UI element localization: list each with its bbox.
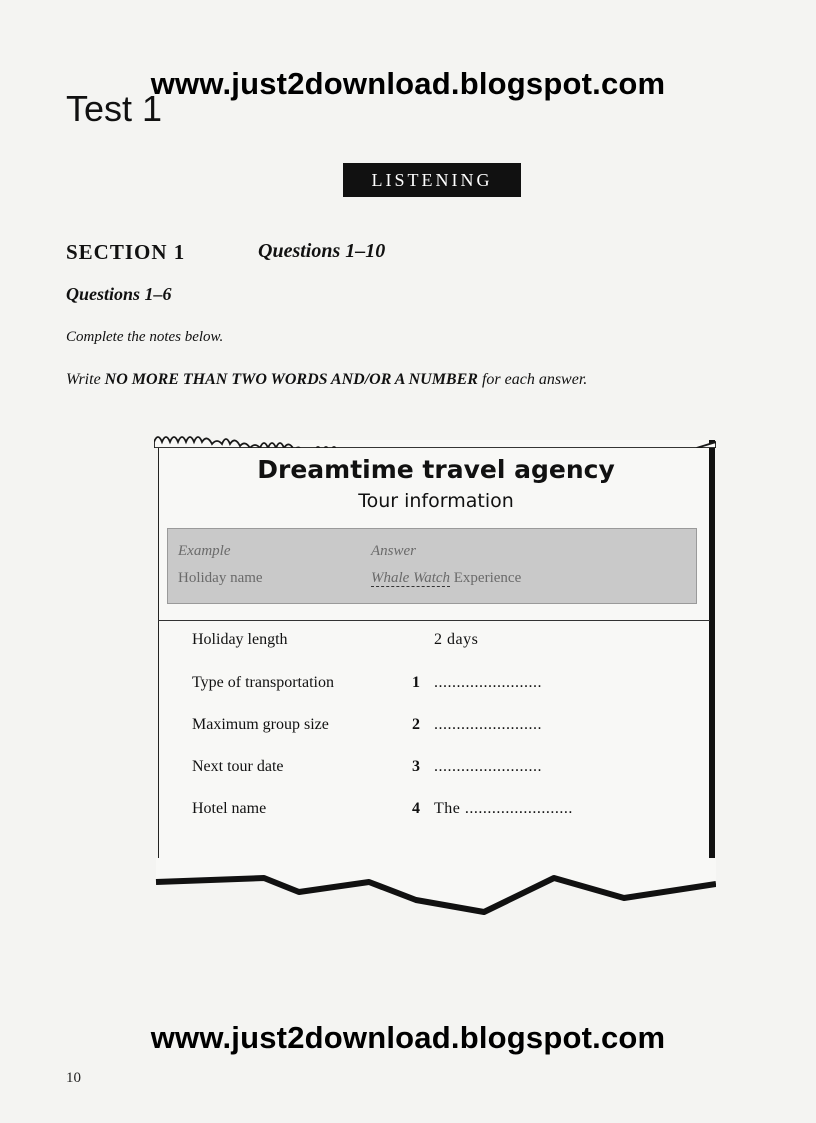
- torn-edge-bottom: [154, 858, 716, 918]
- watermark-bottom: www.just2download.blogspot.com: [150, 1020, 666, 1055]
- example-field: Holiday name: [178, 570, 263, 586]
- note-row-label: Next tour date: [192, 758, 284, 775]
- note-row-holiday-length: [192, 631, 612, 653]
- example-answer: [371, 570, 521, 587]
- example-label: Example: [178, 543, 231, 559]
- page-number: 10: [66, 1070, 81, 1086]
- instruction-post: for each answer.: [477, 371, 588, 388]
- instruction-word-limit: [66, 371, 587, 389]
- section-questions-range: Questions 1–10: [258, 240, 386, 262]
- instruction-complete-notes: Complete the notes below.: [66, 329, 224, 345]
- test-title: Test 1: [66, 88, 163, 129]
- note-row-number: 1: [412, 674, 420, 691]
- note-row-group-size: [192, 716, 612, 738]
- note-row-label: Holiday length: [192, 631, 288, 648]
- subsection-questions-range: Questions 1–6: [66, 284, 172, 304]
- note-row-number: 2: [412, 716, 420, 733]
- watermark-top: www.just2download.blogspot.com: [150, 66, 666, 101]
- answer-blank-3[interactable]: ........................: [434, 758, 542, 775]
- note-row-answer: 2 days: [434, 631, 479, 648]
- note-row-number: 4: [412, 800, 420, 817]
- note-row-number: 3: [412, 758, 420, 775]
- instruction-bold: NO MORE THAN TWO WORDS AND/OR A NUMBER: [104, 371, 478, 388]
- listening-badge: LISTENING: [343, 163, 521, 197]
- example-box: [167, 528, 697, 604]
- note-row-label: Maximum group size: [192, 716, 329, 733]
- answer-blank-1[interactable]: ........................: [434, 674, 542, 691]
- note-row-transportation: [192, 674, 612, 696]
- card-divider: [158, 620, 710, 621]
- example-answer-rest: Experience: [450, 570, 522, 586]
- example-answer-label: Answer: [371, 543, 416, 559]
- section-title: SECTION 1: [66, 240, 186, 264]
- instruction-pre: Write: [66, 371, 105, 388]
- answer-blank-2[interactable]: ........................: [434, 716, 542, 733]
- note-row-tour-date: [192, 758, 612, 780]
- card-title: Dreamtime travel agency: [257, 455, 615, 484]
- torn-edge-top: [154, 428, 716, 448]
- note-row-label: Type of transportation: [192, 674, 334, 691]
- note-row-label: Hotel name: [192, 800, 267, 817]
- answer-blank-4[interactable]: The ........................: [434, 800, 573, 817]
- example-answer-italic: Whale Watch: [371, 570, 451, 586]
- note-row-hotel-name: [192, 800, 612, 822]
- card-subtitle: Tour information: [358, 490, 514, 512]
